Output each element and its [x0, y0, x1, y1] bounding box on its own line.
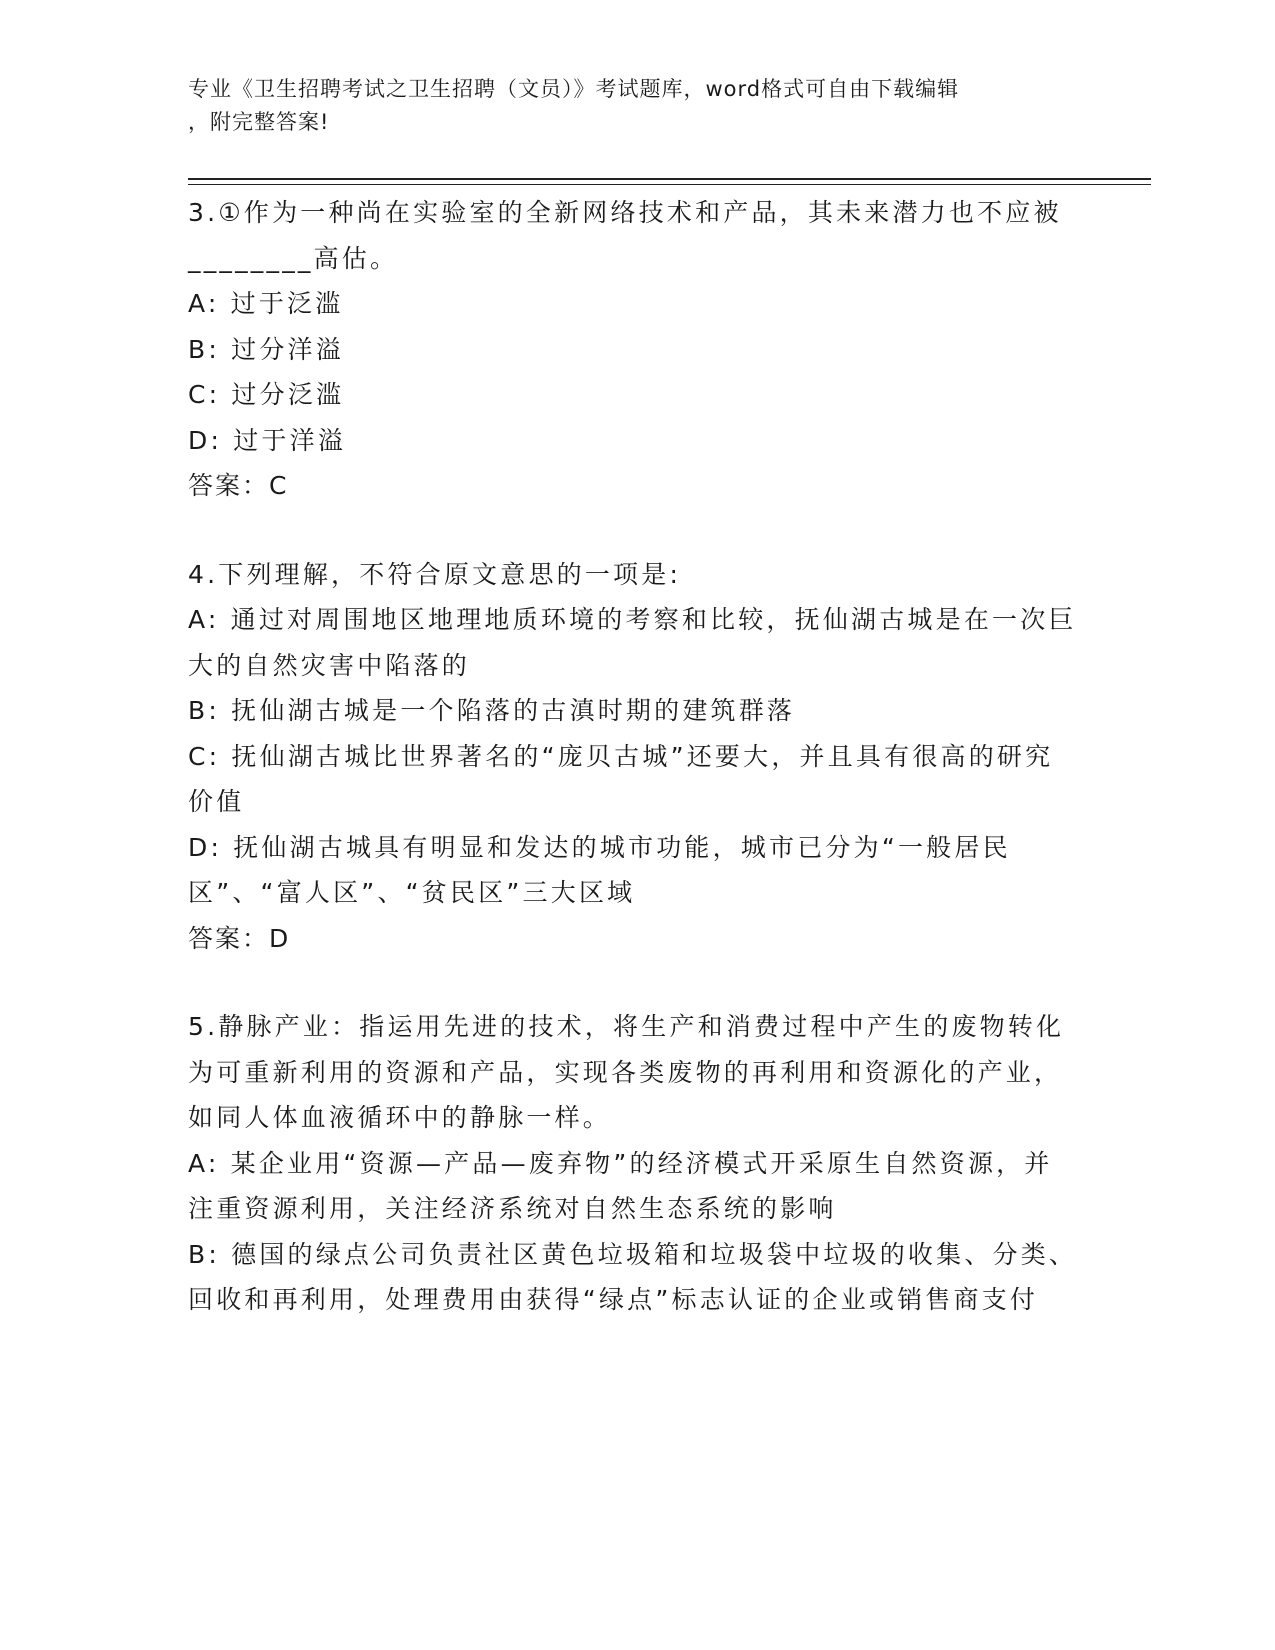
option-a: A: 通过对周围地区地理地质环境的考察和比较，抚仙湖古城是在一次巨大的自然灾害中陷落的 — [188, 605, 1077, 680]
question-4 — [188, 552, 1078, 962]
header-line-2: ，附完整答案! — [188, 110, 330, 134]
option-b: B: 过分洋溢 — [188, 334, 344, 364]
answer: 答案：C — [188, 471, 289, 500]
option-a: A: 过于泛滥 — [188, 289, 344, 318]
option-c: C: 抚仙湖古城比世界著名的“庞贝古城”还要大，并且具有很高的研究价值 — [188, 741, 1054, 816]
option-d: D: 抚仙湖古城具有明显和发达的城市功能，城市已分为“一般居民区”、“富人区”、“贫民区”三大区域 — [188, 832, 1011, 907]
question-3 — [188, 190, 1078, 509]
question-stem: 5.静脉产业：指运用先进的技术，将生产和消费过程中产生的废物转化为可重新利用的资源和产品，实现各类废物的再利用和资源化的产业，如同人体血液循环中的静脉一样。 — [188, 1012, 1065, 1132]
question-stem: 3.①作为一种尚在实验室的全新网络技术和产品，其未来潜力也不应被________高估。 — [188, 198, 1062, 273]
answer: 答案：D — [188, 923, 291, 953]
question-5 — [188, 1004, 1078, 1323]
header-line-1: 专业《卫生招聘考试之卫生招聘（文员）》考试题库，word格式可自由下载编辑 — [188, 77, 960, 101]
option-d: D: 过于洋溢 — [188, 425, 347, 455]
option-b: B: 德国的绿点公司负责社区黄色垃圾箱和垃圾袋中垃圾的收集、分类、回收和再利用，处理费用由获得“绿点”标志认证的企业或销售商支付 — [188, 1239, 1078, 1314]
option-a: A: 某企业用“资源—产品—废弃物”的经济模式开采原生自然资源，并注重资源利用，关注经济系统对自然生态系统的影响 — [188, 1148, 1053, 1223]
option-b: B: 抚仙湖古城是一个陷落的古滇时期的建筑群落 — [188, 696, 796, 725]
document-header — [188, 73, 1068, 139]
header-rule-thin — [188, 184, 1151, 185]
option-c: C: 过分泛滥 — [188, 380, 345, 409]
question-list — [188, 190, 1078, 1323]
question-stem: 4.下列理解，不符合原文意思的一项是: — [188, 559, 682, 589]
header-rule-thick — [188, 178, 1151, 180]
